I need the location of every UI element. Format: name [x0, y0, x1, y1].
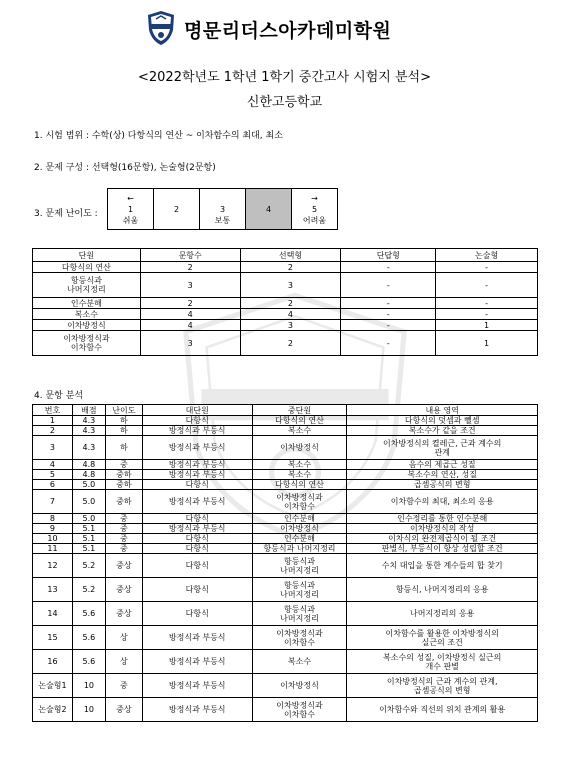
difficulty-number: 3	[219, 204, 226, 214]
table-cell: 이차함수와 직선의 위치 관계의 활용	[347, 698, 538, 722]
table-cell: 인수분해	[33, 298, 141, 309]
column-header: 문항수	[140, 249, 240, 262]
difficulty-label	[154, 215, 199, 226]
column-header: 배점	[72, 405, 105, 416]
table-cell: -	[341, 320, 436, 331]
table-cell: 이차방정식과 이차함수	[252, 490, 347, 514]
table-cell: 6	[33, 480, 73, 490]
table-row	[33, 514, 538, 524]
table-cell: 방정식과 부등식	[142, 626, 252, 650]
table-row	[33, 331, 538, 356]
table-cell: 판별식, 부등식이 항상 성립할 조건	[347, 544, 538, 554]
table-row	[33, 554, 538, 578]
table-cell: 5.1	[72, 524, 105, 534]
table-cell: 중하	[105, 470, 142, 480]
table-cell: -	[436, 273, 538, 298]
table-cell: 2	[33, 426, 73, 436]
table-cell: -	[341, 273, 436, 298]
table-cell: 이차방정식과 이차함수	[33, 331, 141, 356]
school-name: 신한고등학교	[246, 95, 323, 110]
table-cell: 5.2	[72, 554, 105, 578]
column-header: 선택형	[240, 249, 341, 262]
table-cell: 중하	[105, 480, 142, 490]
table-cell: 방정식과 부등식	[142, 524, 252, 534]
table-cell: 이차함수의 최대, 최소의 응용	[347, 490, 538, 514]
table-cell: 중	[105, 524, 142, 534]
academy-logo-icon	[146, 10, 176, 46]
table-cell: -	[341, 309, 436, 320]
analysis-label: 4. 문항 분석	[34, 391, 84, 401]
item-analysis-table	[32, 404, 538, 722]
difficulty-number: 1	[127, 204, 134, 214]
table-cell: 4.8	[72, 470, 105, 480]
table-cell: 16	[33, 650, 73, 674]
table-cell: 2	[240, 262, 341, 273]
table-cell: 3	[240, 273, 341, 298]
table-cell: 7	[33, 490, 73, 514]
table-row	[33, 698, 538, 722]
difficulty-cell-3	[200, 189, 246, 230]
table-cell: 복소수의 성질, 이차방정식 실근의 개수 판별	[347, 650, 538, 674]
table-cell: 하	[105, 426, 142, 436]
table-cell: 4.3	[72, 426, 105, 436]
table-cell: 4.3	[72, 436, 105, 460]
table-cell: 항등식과 나머지정리	[252, 544, 347, 554]
table-cell: 복소수	[252, 470, 347, 480]
table-cell: 4.8	[72, 460, 105, 470]
table-cell: 복소수	[252, 426, 347, 436]
table-cell: 항등식과 나머지정리	[252, 554, 347, 578]
table-cell: 4	[140, 309, 240, 320]
table-row	[33, 273, 538, 298]
table-cell: 인수분해	[252, 514, 347, 524]
table-cell: -	[436, 262, 538, 273]
table-cell: 복소수	[33, 309, 141, 320]
table-cell: 다항식	[142, 534, 252, 544]
table-cell: 이차방정식의 켤레근, 근과 계수의 관계	[347, 436, 538, 460]
column-header: 번호	[33, 405, 73, 416]
table-cell: 방정식과 부등식	[142, 460, 252, 470]
table-cell: 1	[436, 331, 538, 356]
column-header: 중단원	[252, 405, 347, 416]
column-header: 단원	[33, 249, 141, 262]
table-cell: 4.3	[72, 416, 105, 426]
difficulty-label: 보통	[214, 215, 231, 225]
table-row	[33, 578, 538, 602]
table-cell: -	[341, 298, 436, 309]
table-cell: 방정식과 부등식	[142, 490, 252, 514]
table-cell: 음수의 제곱근 성질	[347, 460, 538, 470]
difficulty-cell-5	[292, 189, 338, 230]
table-cell: 3	[33, 436, 73, 460]
arrow-left-icon: ←	[127, 193, 134, 203]
table-row	[33, 626, 538, 650]
table-cell: 방정식과 부등식	[142, 436, 252, 460]
table-cell: 5.1	[72, 544, 105, 554]
table-cell: 11	[33, 544, 73, 554]
table-cell: 수치 대입을 통한 계수들의 합 찾기	[347, 554, 538, 578]
table-cell: 5	[33, 470, 73, 480]
unit-summary-table	[32, 248, 538, 356]
table-cell: 복소수의 연산, 성질	[347, 470, 538, 480]
table-cell: 이차방정식과 이차함수	[252, 626, 347, 650]
table-cell: 다항식의 덧셈과 뺄셈	[347, 416, 538, 426]
table-row	[33, 436, 538, 460]
table-cell: 하	[105, 416, 142, 426]
table-cell: 이차방정식	[252, 524, 347, 534]
table-cell: 5.2	[72, 578, 105, 602]
arrow-spacer	[200, 193, 245, 204]
table-cell: 1	[436, 320, 538, 331]
table-cell: 다항식	[142, 514, 252, 524]
table-cell: -	[436, 309, 538, 320]
table-cell: -	[341, 331, 436, 356]
table-cell: 중	[105, 674, 142, 698]
table-cell: 곱셈공식의 변형	[347, 480, 538, 490]
table-row	[33, 460, 538, 470]
table-row	[33, 650, 538, 674]
table-cell: 3	[140, 273, 240, 298]
table-row	[33, 544, 538, 554]
table-cell: 10	[72, 698, 105, 722]
table-cell: 5.6	[72, 602, 105, 626]
table-cell: 항등식과 나머지정리	[252, 602, 347, 626]
table-cell: 다항식	[142, 554, 252, 578]
table-cell: -	[436, 298, 538, 309]
column-header: 내용 영역	[347, 405, 538, 416]
table-cell: 이차식의 완전제곱식이 될 조건	[347, 534, 538, 544]
table-row	[33, 309, 538, 320]
difficulty-cell-1	[108, 189, 154, 230]
table-cell: 이차방정식의 근과 계수의 관계, 곱셈공식의 변형	[347, 674, 538, 698]
table-cell: 이차방정식의 작성	[347, 524, 538, 534]
table-cell: 이차방정식과 이차함수	[252, 698, 347, 722]
table-cell: 이차방정식	[252, 436, 347, 460]
table-row	[33, 298, 538, 309]
difficulty-cell-4	[246, 189, 292, 230]
table-row	[33, 416, 538, 426]
academy-name: 명문리더스아카데미학원	[184, 20, 392, 42]
table-cell: 하	[105, 436, 142, 460]
table-cell: 중상	[105, 578, 142, 602]
table-row	[33, 470, 538, 480]
table-cell: 중상	[105, 698, 142, 722]
table-cell: 다항식	[142, 602, 252, 626]
table-cell: 2	[240, 331, 341, 356]
table-cell: 이차방정식	[252, 674, 347, 698]
table-cell: 5.0	[72, 514, 105, 524]
column-header: 난이도	[105, 405, 142, 416]
table-cell: 다항식의 연산	[252, 480, 347, 490]
table-cell: 중상	[105, 602, 142, 626]
exam-title: <2022학년도 1학년 1학기 중간고사 시험지 분석>	[137, 70, 431, 85]
column-header: 논술형	[436, 249, 538, 262]
table-cell: 다항식의 연산	[252, 416, 347, 426]
table-cell: 12	[33, 554, 73, 578]
table-cell: -	[341, 262, 436, 273]
difficulty-number: 5	[311, 204, 318, 214]
table-cell: 중	[105, 544, 142, 554]
difficulty-number: 2	[173, 204, 180, 214]
table-row	[33, 602, 538, 626]
table-cell: 중하	[105, 490, 142, 514]
difficulty-label: 쉬움	[122, 215, 139, 225]
header	[0, 10, 569, 50]
table-cell: 논술형1	[33, 674, 73, 698]
table-row	[33, 490, 538, 514]
table-cell: 방정식과 부등식	[142, 698, 252, 722]
arrow-spacer	[154, 193, 199, 204]
table-cell: 다항식	[142, 416, 252, 426]
table-cell: 15	[33, 626, 73, 650]
table-cell: 2	[240, 298, 341, 309]
table-cell: 중	[105, 460, 142, 470]
table-cell: 항등식, 나머지정리의 응용	[347, 578, 538, 602]
table-cell: 항등식과 나머지정리	[252, 578, 347, 602]
table-cell: 인수분해	[252, 534, 347, 544]
table-row	[33, 480, 538, 490]
table-cell: 2	[140, 262, 240, 273]
table-row	[33, 262, 538, 273]
table-cell: 2	[140, 298, 240, 309]
table-cell: 방정식과 부등식	[142, 650, 252, 674]
table-cell: 5.6	[72, 626, 105, 650]
table-cell: 방정식과 부등식	[142, 674, 252, 698]
difficulty-scale	[107, 188, 338, 230]
table-cell: 10	[72, 674, 105, 698]
table-cell: 3	[240, 320, 341, 331]
table-cell: 방정식과 부등식	[142, 470, 252, 480]
column-header: 단답형	[341, 249, 436, 262]
table-cell: 중	[105, 534, 142, 544]
table-cell: 다항식	[142, 578, 252, 602]
table-cell: 5.6	[72, 650, 105, 674]
table-row	[33, 524, 538, 534]
table-cell: 나머지정리의 응용	[347, 602, 538, 626]
table-cell: 4	[240, 309, 341, 320]
table-cell: 인수정리를 통한 인수분해	[347, 514, 538, 524]
table-cell: 13	[33, 578, 73, 602]
table-cell: 중	[105, 514, 142, 524]
table-cell: 5.0	[72, 480, 105, 490]
table-cell: 이차방정식	[33, 320, 141, 331]
table-cell: 14	[33, 602, 73, 626]
table-cell: 항등식과 나머지정리	[33, 273, 141, 298]
arrow-spacer	[246, 193, 291, 204]
table-cell: 논술형2	[33, 698, 73, 722]
table-cell: 복소수가 같을 조건	[347, 426, 538, 436]
table-cell: 3	[140, 331, 240, 356]
table-cell: 9	[33, 524, 73, 534]
table-cell: 다항식	[142, 544, 252, 554]
table-cell: 복소수	[252, 460, 347, 470]
table-cell: 8	[33, 514, 73, 524]
table-cell: 1	[33, 416, 73, 426]
arrow-right-icon: →	[311, 193, 318, 203]
table-cell: 복소수	[252, 650, 347, 674]
table-cell: 상	[105, 626, 142, 650]
difficulty-label	[246, 215, 291, 226]
table-cell: 중상	[105, 554, 142, 578]
table-cell: 4	[140, 320, 240, 331]
table-cell: 5.1	[72, 534, 105, 544]
column-header: 대단원	[142, 405, 252, 416]
table-cell: 10	[33, 534, 73, 544]
exam-composition: 2. 문제 구성 : 선택형(16문항), 논술형(2문항)	[34, 163, 216, 173]
difficulty-cell-2	[154, 189, 200, 230]
difficulty-number: 4	[265, 204, 272, 214]
exam-range: 1. 시험 범위 : 수학(상) 다항식의 연산 ~ 이차함수의 최대, 최소	[34, 131, 283, 141]
table-row	[33, 534, 538, 544]
table-cell: 다항식	[142, 480, 252, 490]
table-cell: 다항식의 연산	[33, 262, 141, 273]
difficulty-label: 어려움	[302, 215, 327, 225]
table-cell: 방정식과 부등식	[142, 426, 252, 436]
difficulty-label: 3. 문제 난이도 :	[34, 209, 98, 219]
table-row	[33, 674, 538, 698]
table-cell: 상	[105, 650, 142, 674]
table-row	[33, 320, 538, 331]
table-cell: 4	[33, 460, 73, 470]
table-cell: 5.0	[72, 490, 105, 514]
table-row	[33, 426, 538, 436]
table-cell: 이차함수를 활용한 이차방정식의 실근의 조건	[347, 626, 538, 650]
